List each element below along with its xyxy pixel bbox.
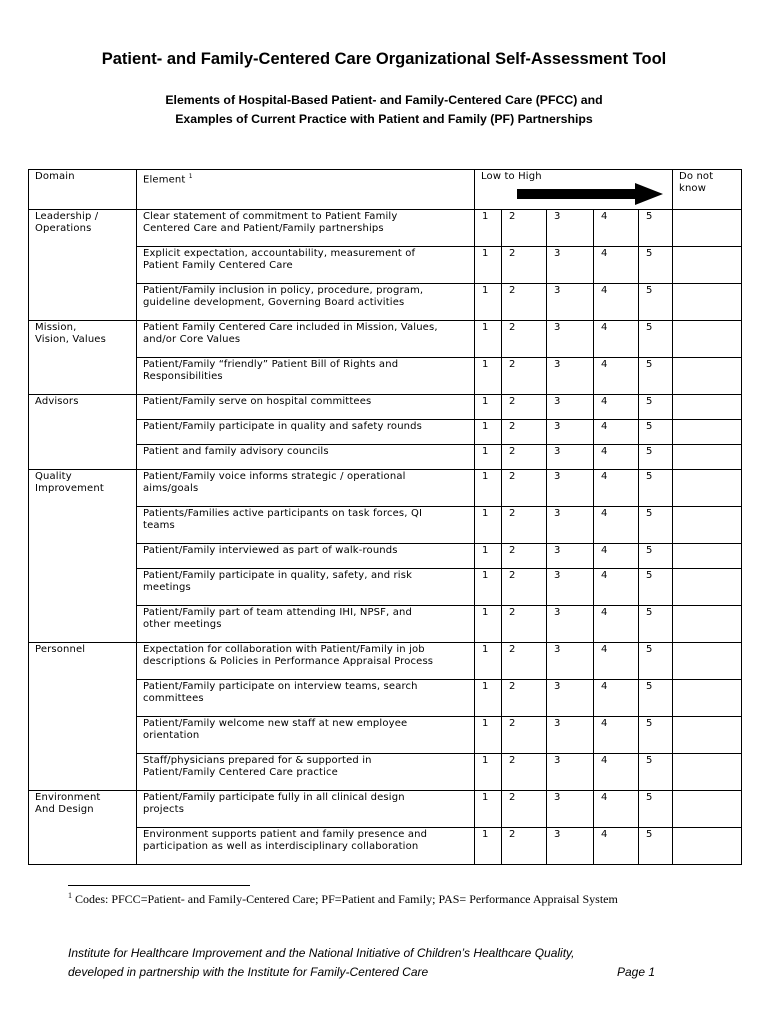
rating-cell-1[interactable]: 1 [475,321,502,358]
rating-cell-4[interactable]: 4 [594,420,639,445]
rating-cell-1[interactable]: 1 [475,791,502,828]
header-dont-know-line-2: know [679,182,707,194]
rating-cell-1[interactable]: 1 [475,717,502,754]
element-text-line: guideline development, Governing Board activities [143,296,405,308]
header-domain: Domain [29,170,137,210]
element-text-line: Patient/Family welcome new staff at new employee [143,718,408,729]
element-text-line: teams [143,519,175,531]
dont-know-cell[interactable] [673,284,742,321]
dont-know-cell[interactable] [673,247,742,284]
table-row [29,791,742,828]
rating-cell-3[interactable]: 3 [547,828,594,865]
rating-cell-5[interactable]: 5 [639,569,673,606]
rating-cell-1[interactable]: 1 [475,569,502,606]
rating-cell-2[interactable]: 2 [502,544,547,569]
rating-cell-4[interactable]: 4 [594,828,639,865]
rating-cell-5[interactable]: 5 [639,284,673,321]
rating-cell-5[interactable]: 5 [639,791,673,828]
element-text-line: Expectation for collaboration with Patient/Family in job [143,644,425,655]
subtitle-line-1: Elements of Hospital-Based Patient- and Family-Centered Care (PFCC) and [165,93,603,107]
rating-cell-2[interactable]: 2 [502,606,547,643]
rating-cell-4[interactable]: 4 [594,247,639,284]
element-text-line: Patient Family Centered Care [143,259,293,271]
element-text-line: meetings [143,581,191,593]
rating-cell-4[interactable]: 4 [594,544,639,569]
rating-cell-1[interactable]: 1 [475,507,502,544]
element-text-line: Patient/Family serve on hospital committees [143,396,372,407]
rating-cell-3[interactable]: 3 [547,544,594,569]
assessment-table [28,169,742,865]
element-text-line: Patient/Family participate fully in all clinical design [143,792,405,803]
rating-cell-3[interactable]: 3 [547,643,594,680]
dont-know-cell[interactable] [673,606,742,643]
domain-cell [29,321,137,395]
dont-know-cell[interactable] [673,321,742,358]
rating-cell-5[interactable]: 5 [639,445,673,470]
rating-cell-3[interactable]: 3 [547,507,594,544]
table-header-row [29,170,742,210]
domain-cell [29,395,137,470]
rating-cell-1[interactable]: 1 [475,828,502,865]
rating-cell-3[interactable]: 3 [547,569,594,606]
rating-cell-3[interactable]: 3 [547,791,594,828]
rating-cell-3[interactable]: 3 [547,680,594,717]
dont-know-cell[interactable] [673,210,742,247]
rating-cell-4[interactable]: 4 [594,754,639,791]
header-scale [475,170,673,210]
rating-cell-2[interactable]: 2 [502,507,547,544]
rating-cell-2[interactable]: 2 [502,569,547,606]
header-scale-label: Low to High [481,171,542,182]
domain-label-line: Operations [35,222,92,234]
header-dont-know [673,170,742,210]
rating-cell-4[interactable]: 4 [594,445,639,470]
rating-cell-2[interactable]: 2 [502,445,547,470]
rating-cell-2[interactable]: 2 [502,828,547,865]
rating-cell-4[interactable]: 4 [594,643,639,680]
domain-label-line: And Design [35,803,94,815]
table-row [29,643,742,680]
rating-cell-2[interactable]: 2 [502,643,547,680]
rating-cell-3[interactable]: 3 [547,321,594,358]
rating-cell-1[interactable]: 1 [475,470,502,507]
element-cell [137,210,475,247]
page-title: Patient- and Family-Centered Care Organizational Self-Assessment Tool [101,50,667,68]
rating-cell-5[interactable]: 5 [639,358,673,395]
rating-cell-5[interactable]: 5 [639,828,673,865]
rating-cell-3[interactable]: 3 [547,470,594,507]
rating-cell-1[interactable]: 1 [475,680,502,717]
element-cell [137,420,475,445]
element-text-line: Patient/Family interviewed as part of walk-rounds [143,545,398,556]
rating-cell-5[interactable]: 5 [639,395,673,420]
element-text-line: Patients/Families active participants on task forces, QI [143,508,423,519]
rating-cell-1[interactable]: 1 [475,395,502,420]
element-text-line: orientation [143,729,200,741]
domain-label-line: Advisors [35,396,79,407]
rating-cell-1[interactable]: 1 [475,284,502,321]
rating-cell-3[interactable]: 3 [547,358,594,395]
rating-cell-4[interactable]: 4 [594,791,639,828]
element-text-line: Patient/Family participate on interview teams, search [143,681,418,692]
element-cell [137,321,475,358]
rating-cell-1[interactable]: 1 [475,606,502,643]
rating-cell-5[interactable]: 5 [639,420,673,445]
footer-line-2: developed in partnership with the Institute for Family-Centered Care [68,965,429,979]
element-text-line: Responsibilities [143,370,223,382]
rating-cell-2[interactable]: 2 [502,420,547,445]
header-element [137,170,475,210]
rating-cell-4[interactable]: 4 [594,507,639,544]
rating-cell-3[interactable]: 3 [547,247,594,284]
dont-know-cell[interactable] [673,680,742,717]
page-footer [68,944,668,982]
rating-cell-4[interactable]: 4 [594,210,639,247]
element-text-line: Patient/Family inclusion in policy, procedure, program, [143,285,424,296]
rating-cell-3[interactable]: 3 [547,445,594,470]
rating-cell-2[interactable]: 2 [502,247,547,284]
dont-know-cell[interactable] [673,395,742,420]
rating-cell-5[interactable]: 5 [639,247,673,284]
element-text-line: participation as well as interdisciplinary collaboration [143,840,419,852]
element-text-line: committees [143,692,204,704]
element-text-line: Staff/physicians prepared for & supported in [143,755,372,766]
element-text-line: Clear statement of commitment to Patient Family [143,211,398,222]
footnote [68,892,618,907]
rating-cell-5[interactable]: 5 [639,754,673,791]
domain-cell [29,791,137,865]
domain-cell [29,210,137,321]
rating-cell-5[interactable]: 5 [639,470,673,507]
rating-cell-1[interactable]: 1 [475,358,502,395]
dont-know-cell[interactable] [673,470,742,507]
element-cell [137,395,475,420]
rating-cell-2[interactable]: 2 [502,395,547,420]
element-cell [137,754,475,791]
rating-cell-2[interactable]: 2 [502,754,547,791]
rating-cell-2[interactable]: 2 [502,321,547,358]
domain-label-line: Leadership / [35,211,99,222]
header-dont-know-line-1: Do not [679,171,714,182]
domain-label-line: Vision, Values [35,333,106,345]
domain-cell [29,470,137,643]
rating-cell-1[interactable]: 1 [475,247,502,284]
dont-know-cell[interactable] [673,544,742,569]
element-cell [137,445,475,470]
element-cell [137,507,475,544]
rating-cell-1[interactable]: 1 [475,643,502,680]
element-text-line: Patient/Family part of team attending IHI, NPSF, and [143,607,412,618]
rating-cell-1[interactable]: 1 [475,210,502,247]
rating-cell-5[interactable]: 5 [639,544,673,569]
rating-cell-3[interactable]: 3 [547,395,594,420]
right-arrow-icon [517,183,663,205]
element-text-line: Explicit expectation, accountability, measurement of [143,248,416,259]
rating-cell-2[interactable]: 2 [502,210,547,247]
rating-cell-2[interactable]: 2 [502,680,547,717]
dont-know-cell[interactable] [673,507,742,544]
rating-cell-4[interactable]: 4 [594,470,639,507]
rating-cell-1[interactable]: 1 [475,544,502,569]
element-cell [137,643,475,680]
rating-cell-4[interactable]: 4 [594,606,639,643]
rating-cell-3[interactable]: 3 [547,754,594,791]
table-row [29,395,742,420]
rating-cell-3[interactable]: 3 [547,606,594,643]
dont-know-cell[interactable] [673,358,742,395]
rating-cell-3[interactable]: 3 [547,717,594,754]
element-cell [137,828,475,865]
element-text-line: Patient/Family participate in quality and safety rounds [143,421,423,432]
rating-cell-5[interactable]: 5 [639,210,673,247]
element-text-line: and/or Core Values [143,333,241,345]
domain-label-line: Improvement [35,482,104,494]
dont-know-cell[interactable] [673,828,742,865]
rating-cell-5[interactable]: 5 [639,717,673,754]
element-cell [137,284,475,321]
domain-label-line: Environment [35,792,101,803]
header-element-footnote-mark: 1 [188,173,193,180]
rating-cell-4[interactable]: 4 [594,321,639,358]
rating-cell-3[interactable]: 3 [547,420,594,445]
header-element-label: Element [143,174,186,186]
element-cell [137,569,475,606]
element-text-line: Patient/Family participate in quality, safety, and risk [143,570,413,581]
table-row [29,470,742,507]
table-row [29,210,742,247]
element-cell [137,680,475,717]
rating-cell-4[interactable]: 4 [594,358,639,395]
rating-cell-4[interactable]: 4 [594,395,639,420]
element-cell [137,247,475,284]
domain-label-line: Personnel [35,644,86,655]
element-text-line: projects [143,803,185,815]
footnote-divider [68,885,250,886]
rating-cell-4[interactable]: 4 [594,680,639,717]
element-text-line: Centered Care and Patient/Family partnerships [143,222,384,234]
element-text-line: Patient/Family voice informs strategic / operational [143,471,406,482]
subtitle-line-2: Examples of Current Practice with Patient and Family (PF) Partnerships [175,112,593,126]
page-number: Page 1 [617,965,656,979]
rating-cell-4[interactable]: 4 [594,569,639,606]
dont-know-cell[interactable] [673,754,742,791]
rating-cell-5[interactable]: 5 [639,507,673,544]
rating-cell-5[interactable]: 5 [639,606,673,643]
rating-cell-4[interactable]: 4 [594,717,639,754]
page-subtitle [0,91,768,129]
footer-line-1: Institute for Healthcare Improvement and the National Initiative of Children’s Healthcare Quality, [68,946,575,960]
dont-know-cell[interactable] [673,717,742,754]
element-text-line: Environment supports patient and family presence and [143,829,428,840]
rating-cell-2[interactable]: 2 [502,791,547,828]
domain-label-line: Mission, [35,322,77,333]
dont-know-cell[interactable] [673,445,742,470]
element-text-line: other meetings [143,618,222,630]
element-text-line: Patient Family Centered Care included in Mission, Values, [143,322,438,333]
element-text-line: Patient/Family “friendly” Patient Bill of Rights and [143,359,399,370]
element-text-line: Patient/Family Centered Care practice [143,766,338,778]
dont-know-cell[interactable] [673,569,742,606]
dont-know-cell[interactable] [673,420,742,445]
dont-know-cell[interactable] [673,791,742,828]
rating-cell-2[interactable]: 2 [502,284,547,321]
rating-cell-1[interactable]: 1 [475,754,502,791]
footnote-text: Codes: PFCC=Patient- and Family-Centered Care; PF=Patient and Family; PAS= Performance Appraisal System [72,892,618,906]
domain-cell [29,643,137,791]
element-cell [137,544,475,569]
rating-cell-1[interactable]: 1 [475,420,502,445]
element-cell [137,470,475,507]
rating-cell-3[interactable]: 3 [547,284,594,321]
rating-cell-5[interactable]: 5 [639,321,673,358]
element-text-line: Patient and family advisory councils [143,446,329,457]
rating-cell-2[interactable]: 2 [502,717,547,754]
element-cell [137,358,475,395]
element-cell [137,606,475,643]
dont-know-cell[interactable] [673,643,742,680]
rating-cell-2[interactable]: 2 [502,358,547,395]
element-cell [137,717,475,754]
rating-cell-5[interactable]: 5 [639,643,673,680]
element-text-line: descriptions & Policies in Performance Appraisal Process [143,655,434,667]
table-row [29,321,742,358]
element-text-line: aims/goals [143,482,199,494]
rating-cell-3[interactable]: 3 [547,210,594,247]
element-cell [137,791,475,828]
rating-cell-2[interactable]: 2 [502,470,547,507]
rating-cell-4[interactable]: 4 [594,284,639,321]
domain-label-line: Quality [35,471,72,482]
rating-cell-1[interactable]: 1 [475,445,502,470]
rating-cell-5[interactable]: 5 [639,680,673,717]
footnote-mark: 1 [68,891,72,900]
